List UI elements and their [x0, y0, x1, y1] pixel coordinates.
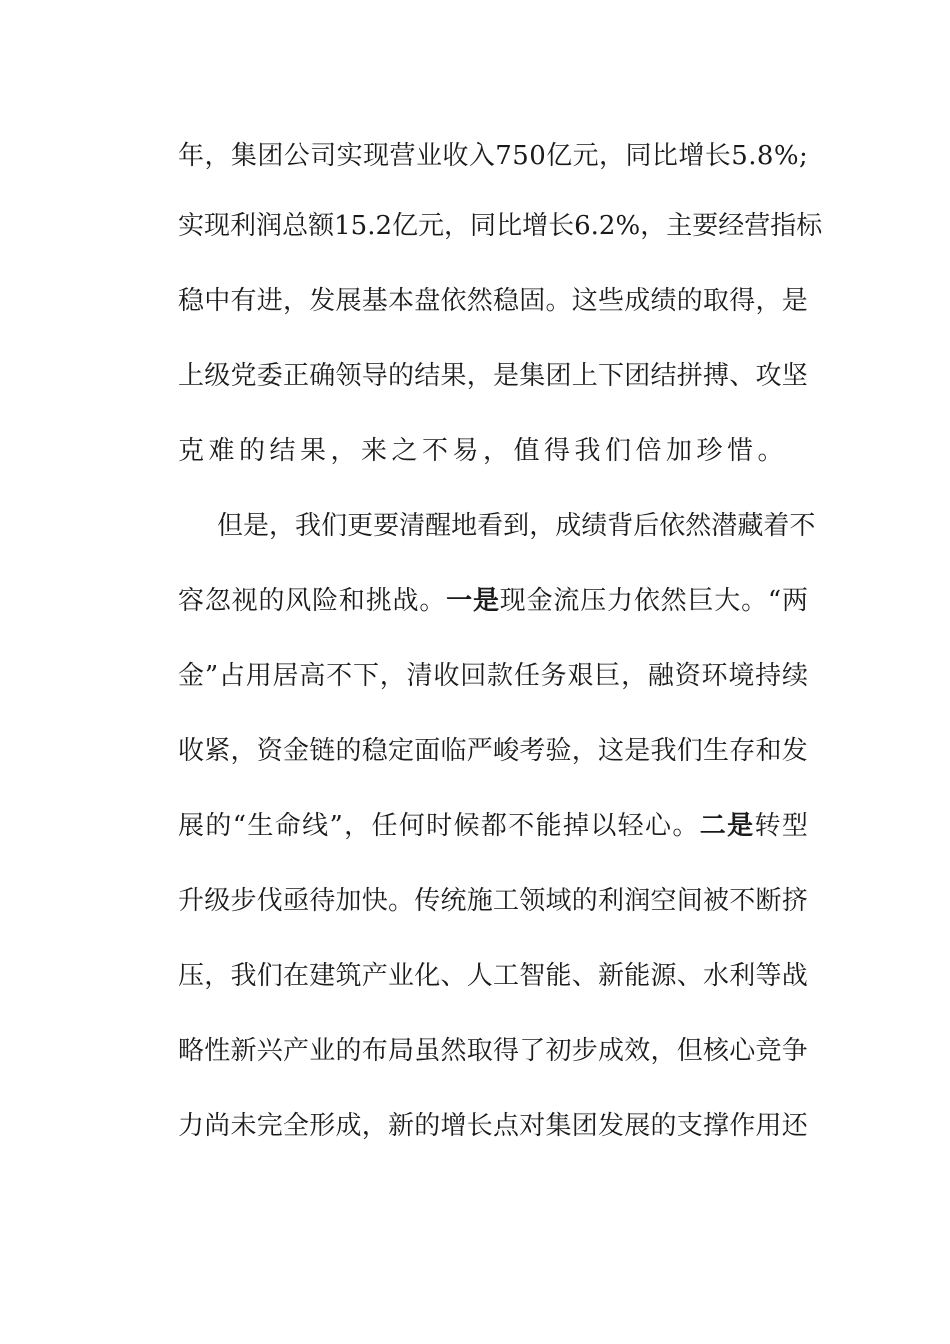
text-line: 略 性 新 兴 产 业 的 布 局 虽 然 取 得 了 初 步 成 效 ， 但 核 心 竞 争 [178, 1036, 808, 1066]
text-line: 展 的 “ 生 命 线 ” ， 任 何 时 候 都 不 能 掉 以 轻 心 。 二 是 转 型 [178, 811, 808, 841]
text-line: 但 是 ， 我 们 更 要 清 醒 地 看 到 ， 成 绩 背 后 依 然 潜 藏 着 不 [217, 511, 816, 541]
text-line: 稳 中 有 进 ， 发 展 基 本 盘 依 然 稳 固 。 这 些 成 绩 的 取 得 ， 是 [178, 286, 808, 316]
text-line: 压 ， 我 们 在 建 筑 产 业 化 、 人 工 智 能 、 新 能 源 、 水 利 等 战 [178, 961, 808, 991]
text-line: 实 现 利 润 总 额 1 5 . 2 亿 元 ， 同 比 增 长 6 . 2 % ， 主 要 经 营 指 标 [178, 211, 823, 241]
text-line: 上 级 党 委 正 确 领 导 的 结 果 ， 是 集 团 上 下 团 结 拼 搏 、 攻 坚 [178, 361, 808, 391]
text-line: 克难的结果，来之不易，值得我们倍加珍惜。 [178, 436, 789, 466]
text-line: 收 紧 ， 资 金 链 的 稳 定 面 临 严 峻 考 验 ， 这 是 我 们 生 存 和 发 [178, 736, 808, 766]
text-line: 力 尚 未 完 全 形 成 ， 新 的 增 长 点 对 集 团 发 展 的 支 撑 作 用 还 [178, 1111, 808, 1141]
text-line: 容 忽 视 的 风 险 和 挑 战 。 一 是 现 金 流 压 力 依 然 巨 大 。 “ 两 [178, 586, 808, 616]
text-line: 升 级 步 伐 亟 待 加 快 。 传 统 施 工 领 域 的 利 润 空 间 被 不 断 挤 [178, 886, 808, 916]
text-line: 金 ” 占 用 居 高 不 下 ， 清 收 回 款 任 务 艰 巨 ， 融 资 环 境 持 续 [178, 661, 808, 691]
text-line: 年 ， 集 团 公 司 实 现 营 业 收 入 7 5 0 亿 元 ， 同 比 增 长 5 . 8 % ; [178, 141, 808, 171]
